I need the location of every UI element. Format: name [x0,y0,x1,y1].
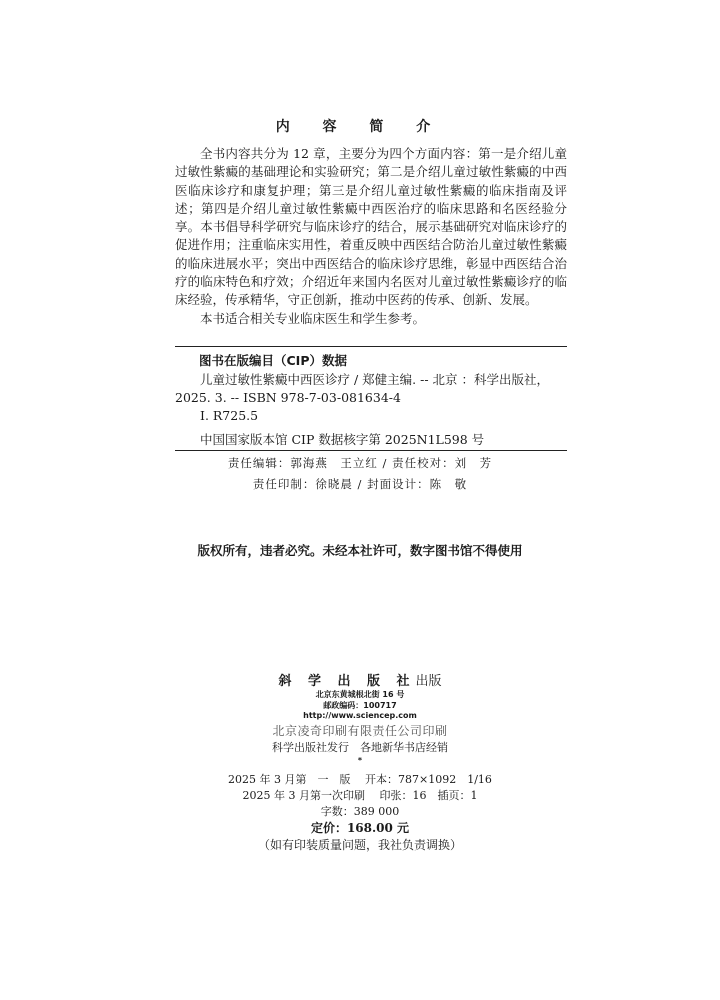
publisher-url: http://www.sciencep.com [303,711,417,720]
cip-top-rule [175,346,567,347]
rights-notice: 版权所有，违者必究。未经本社许可，数字图书馆不得使用 [197,543,523,558]
print-line: 2025 年 3 月第一次印刷 印张：16 插页：1 [242,789,478,802]
publisher-address: 北京东黄城根北街 16 号 [315,690,405,699]
publisher-line [0,670,720,689]
summary-paragraph: 全书内容共分为 12 章，主要分为四个方面内容：第一是介绍儿童过敏性紫癜的基础理论和实验研究；第二是介绍儿童过敏性紫癜的中西医临床诊疗和康复护理；第三是介绍儿童过敏性紫癜的临床指南及评述；第四是介绍儿童过敏性紫癜中西医治疗的临床思路和名医经验分享。本书倡导科学研究与临床诊疗的结合，展示基础研究对临床诊疗的促进作用；注重临床实用性，着重反映中西医结合防治儿童过敏性紫癜的临床进展水平；突出中西医结合的临床诊疗思维，彰显中西医结合治疗的临床特色和疗效；介绍近年来国内名医对儿童过敏性紫癜诊疗的临床经验，传承精华，守正创新，推动中医药的传承、创新、发展。 [175,146,567,308]
distribution: 科学出版社发行 各地新华书店经销 [272,741,448,754]
edition-line: 2025 年 3 月第 一 版 开本：787×1092 1/16 [228,773,492,786]
publish-suffix: 出版 [415,674,442,689]
publisher-logo: 斜 学 出 版 社 [278,674,416,689]
cip-bottom-rule [175,450,567,451]
publisher-postcode: 邮政编码：100717 [323,701,397,710]
cip-classification: Ⅰ. R725.5 [200,408,259,423]
price: 定价：168.00 元 [310,821,410,835]
cip-entry: 儿童过敏性紫癜中西医诊疗 / 郑健主编. -- 北京 ：科学出版社，2025. 3. -- ISBN 978-7-03-081634-4 [175,372,550,405]
separator: * [357,756,363,765]
printer: 北京凌奇印刷有限责任公司印刷 [272,724,448,738]
summary-body [175,145,567,328]
summary-paragraph: 本书适合相关专业临床医生和学生参考。 [200,310,426,326]
summary-title: 内 容 简 介 [275,119,445,135]
quality-note: （如有印装质量问题，我社负责调换） [257,838,462,852]
cip-heading: 图书在版编目（CIP）数据 [199,353,347,368]
word-count: 字数：389 000 [320,805,400,818]
credits-production: 责任印制：徐晓晨 / 封面设计：陈 敬 [252,477,468,491]
credits-editors: 责任编辑：郭海燕 王立红 / 责任校对：刘 芳 [227,456,493,470]
cip-record-number: 中国国家版本馆 CIP 数据核字第 2025N1L598 号 [200,432,485,447]
